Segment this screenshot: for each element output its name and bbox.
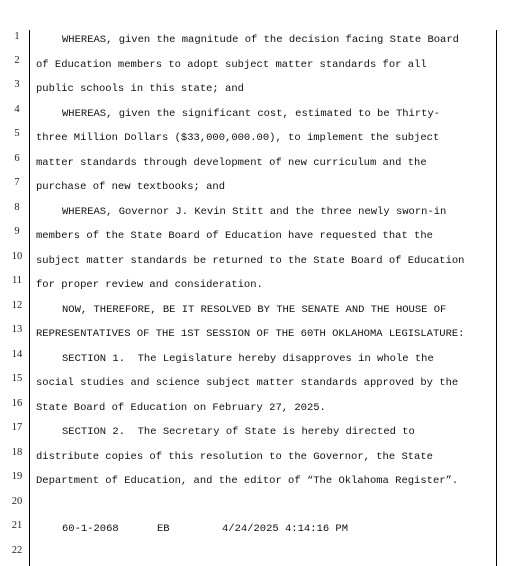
line-number: 15 <box>11 373 23 384</box>
left-margin-rule <box>29 30 30 566</box>
drafter-initials: EB <box>157 523 170 535</box>
line-number: 6 <box>14 153 20 164</box>
line-number: 20 <box>11 496 23 507</box>
whereas-clause-1-line: of Education members to adopt subject matter standards for all <box>36 59 427 71</box>
line-number: 5 <box>14 128 20 139</box>
line-number: 21 <box>11 520 23 531</box>
line-number: 22 <box>11 545 23 556</box>
line-number: 11 <box>11 275 23 286</box>
whereas-clause-2-line: purchase of new textbooks; and <box>36 181 226 193</box>
whereas-clause-1-line: public schools in this state; and <box>36 83 244 95</box>
line-number: 18 <box>11 447 23 458</box>
timestamp: 4/24/2025 4:14:16 PM <box>222 523 349 535</box>
whereas-clause-3-line: WHEREAS, Governor J. Kevin Stitt and the three newly sworn-in <box>62 206 447 218</box>
line-number: 1 <box>14 31 20 42</box>
line-number: 16 <box>11 398 23 409</box>
resolving-clause-line: REPRESENTATIVES OF THE 1ST SESSION OF THE 60TH OKLAHOMA LEGISLATURE: <box>36 328 465 340</box>
line-number: 2 <box>14 55 20 66</box>
whereas-clause-3-line: for proper review and consideration. <box>36 279 263 291</box>
whereas-clause-2-line: matter standards through development of new curriculum and the <box>36 157 427 169</box>
whereas-clause-3-line: subject matter standards be returned to the State Board of Education <box>36 255 465 267</box>
line-number: 19 <box>11 471 23 482</box>
whereas-clause-1-line: WHEREAS, given the magnitude of the decision facing State Board <box>62 34 459 46</box>
bill-id: 60-1-2068 <box>62 523 119 535</box>
line-number: 13 <box>11 324 23 335</box>
line-number: 3 <box>14 79 20 90</box>
line-number: 7 <box>14 177 20 188</box>
whereas-clause-3-line: members of the State Board of Education have requested that the <box>36 230 433 242</box>
line-number: 8 <box>14 202 20 213</box>
line-number: 10 <box>11 251 23 262</box>
section-1-line: SECTION 1. The Legislature hereby disapproves in whole the <box>62 353 434 365</box>
right-margin-rule <box>496 30 497 566</box>
line-number: 9 <box>14 226 20 237</box>
line-number: 12 <box>11 300 23 311</box>
line-number: 14 <box>11 349 23 360</box>
section-2-line: distribute copies of this resolution to the Governor, the State <box>36 451 433 463</box>
resolving-clause-line: NOW, THEREFORE, BE IT RESOLVED BY THE SENATE AND THE HOUSE OF <box>62 304 447 316</box>
section-1-line: social studies and science subject matter standards approved by the <box>36 377 459 389</box>
whereas-clause-2-line: three Million Dollars ($33,000,000.00), to implement the subject <box>36 132 440 144</box>
section-2-line: Department of Education, and the editor of “The Oklahoma Register”. <box>36 475 459 487</box>
line-number: 4 <box>14 104 20 115</box>
section-1-line: State Board of Education on February 27, 2025. <box>36 402 326 414</box>
whereas-clause-2-line: WHEREAS, given the significant cost, estimated to be Thirty- <box>62 108 441 120</box>
line-number: 17 <box>11 422 23 433</box>
section-2-line: SECTION 2. The Secretary of State is hereby directed to <box>62 426 415 438</box>
